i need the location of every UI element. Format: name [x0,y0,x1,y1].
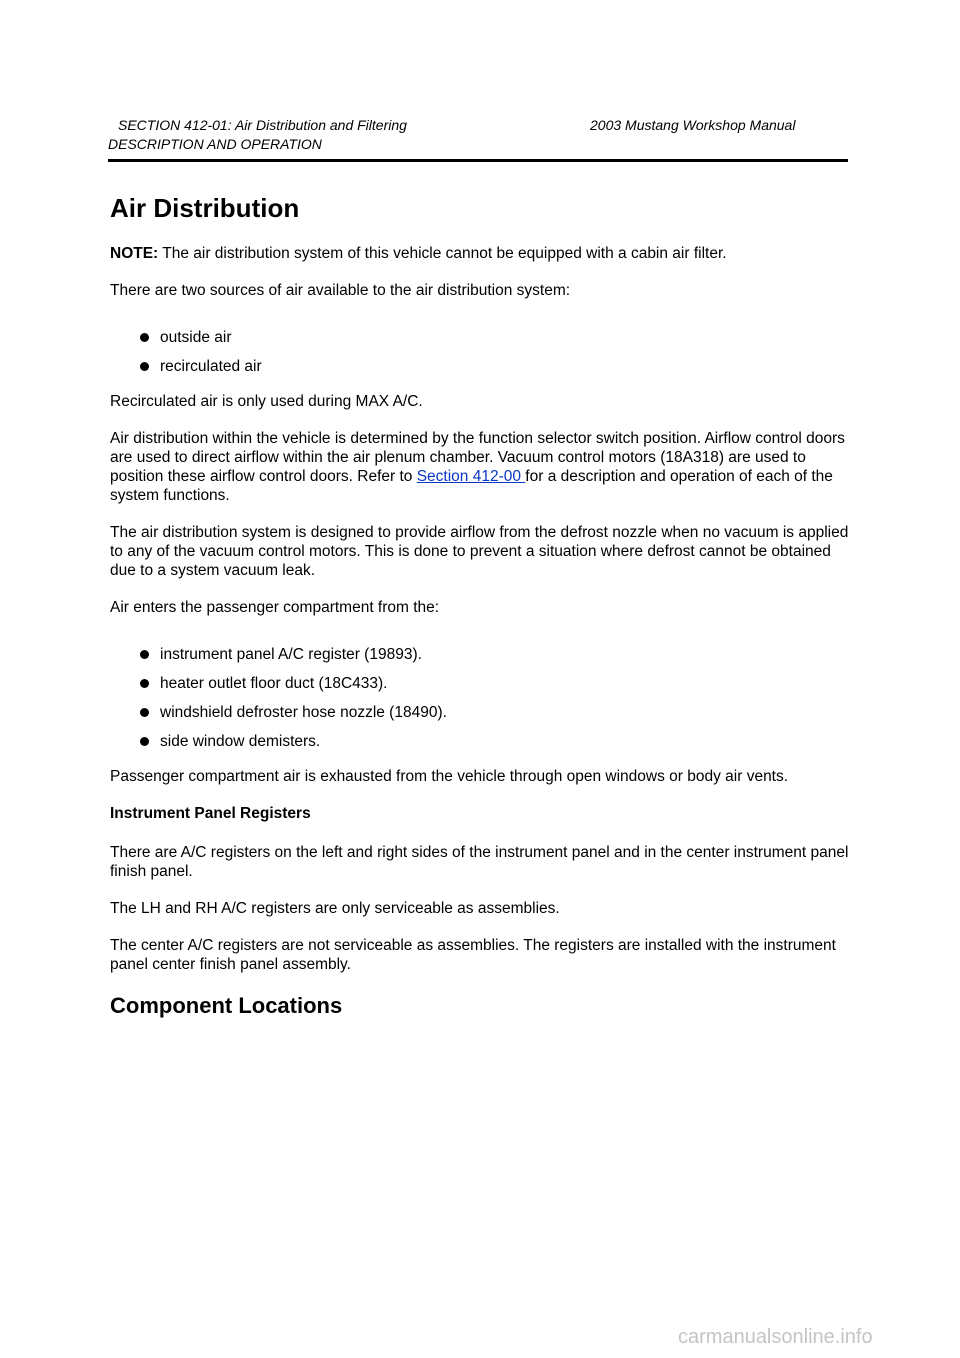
page-header [108,116,848,154]
list-item [110,328,850,347]
recirculated-paragraph: Recirculated air is only used during MAX A/C. [110,393,423,410]
list-item-text: instrument panel A/C register (19893). [160,646,422,663]
list-item-text: windshield defroster hose nozzle (18490). [160,704,447,721]
distribution-text: Air distribution within the vehicle is determined by the function selector switch position. Airflow control doors are used to direct airflow within the air plenum chamber. Vacuum control motors (18A318) are used to position these airflow control doors. Refer to [110,430,845,485]
bullet-icon [140,737,149,746]
list-item-text: outside air [160,329,232,346]
header-divider [108,159,848,162]
registers-paragraph: There are A/C registers on the left and right sides of the instrument panel and in the center instrument panel finish panel. [110,844,849,880]
note-paragraph [110,244,850,263]
list-item [110,645,850,664]
list-item-text: heater outlet floor duct (18C433). [160,675,388,692]
note-text: The air distribution system of this vehicle cannot be equipped with a cabin air filter. [158,245,727,262]
bullet-icon [140,679,149,688]
bullet-icon [140,333,149,342]
bullet-icon [140,708,149,717]
component-locations-heading: Component Locations [110,993,343,1018]
registers-paragraph: The center A/C registers are not serviceable as assemblies. The registers are installed with the instrument panel center finish panel assembly. [110,937,836,973]
watermark: carmanualsonline.info [678,1326,873,1348]
header-line [108,116,848,135]
document-body [110,192,850,1020]
entry-points-list [110,635,850,751]
bullet-icon [140,650,149,659]
registers-paragraph: The LH and RH A/C registers are only serviceable as assemblies. [110,900,560,917]
enters-paragraph: Air enters the passenger compartment from the: [110,599,440,616]
list-item-text: side window demisters. [160,733,321,750]
exhaust-paragraph: Passenger compartment air is exhausted from the vehicle through open windows or body air vents. [110,768,789,785]
distribution-text-end: for a description and operation of each of the system functions. [110,468,833,504]
note-label: NOTE: [110,245,159,262]
section-412-00-link[interactable]: Section 412-00 [416,468,526,485]
list-item-text: recirculated air [160,358,262,375]
distribution-paragraph [110,429,850,505]
section-subtitle: DESCRIPTION AND OPERATION [108,136,322,152]
list-item [110,732,850,751]
list-item [110,674,850,693]
air-sources-list [110,318,850,376]
section-title: SECTION 412-01: Air Distribution and Filtering [118,117,407,133]
registers-heading: Instrument Panel Registers [110,805,311,822]
bullet-icon [140,362,149,371]
defrost-paragraph: The air distribution system is designed to provide airflow from the defrost nozzle when no vacuum is applied to any of the vacuum control motors. This is done to prevent a situation where defrost cannot be obtained due to a system vacuum leak. [110,524,849,579]
list-item [110,703,850,722]
list-item [110,357,850,376]
manual-title: 2003 Mustang Workshop Manual [590,117,796,133]
intro-paragraph: There are two sources of air available to the air distribution system: [110,282,571,299]
page-title: Air Distribution [110,193,300,223]
